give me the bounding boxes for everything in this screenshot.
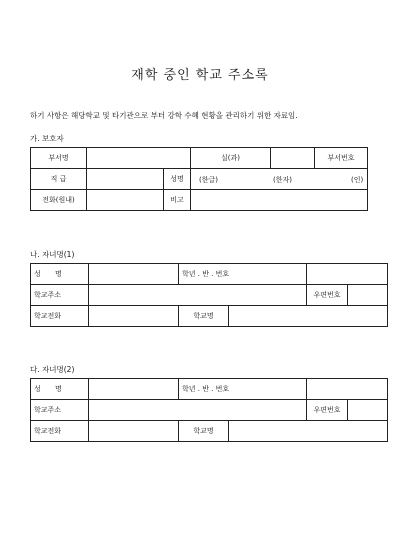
child1-postcode-field[interactable] bbox=[348, 285, 388, 306]
office-field[interactable] bbox=[271, 148, 315, 169]
child2-heading: 다. 자녀명(2) bbox=[30, 365, 75, 374]
phone-label: 전화(원내) bbox=[31, 190, 87, 211]
name-korean-marker: (한글) bbox=[199, 176, 218, 184]
child1-grade-label: 학년 . 반 . 번호 bbox=[179, 264, 307, 285]
child2-address-field[interactable] bbox=[89, 400, 307, 421]
child1-school-field[interactable] bbox=[229, 306, 388, 327]
child2-postcode-label: 우편번호 bbox=[307, 400, 348, 421]
child2-name-label: 성 명 bbox=[31, 379, 89, 400]
name-seal-marker: (인) bbox=[351, 176, 364, 184]
child2-school-label: 학교명 bbox=[179, 421, 229, 442]
remarks-label: 비고 bbox=[164, 190, 191, 211]
child2-grade-field[interactable] bbox=[307, 379, 388, 400]
name-field[interactable] bbox=[191, 169, 368, 190]
child2-table bbox=[30, 378, 388, 442]
child2-name-field[interactable] bbox=[89, 379, 179, 400]
name-hanja-marker: (한자) bbox=[273, 176, 292, 184]
child1-heading: 나. 자녀명(1) bbox=[30, 250, 75, 259]
child2-phone-field[interactable] bbox=[89, 421, 179, 442]
document-title: 재학 중인 학교 주소록 bbox=[131, 68, 269, 83]
child2-school-field[interactable] bbox=[229, 421, 388, 442]
name-label: 성명 bbox=[164, 169, 191, 190]
intro-text: 하기 사항은 해당학교 및 타기관으로 부터 강학 수혜 현황을 관리하기 위한 자료임. bbox=[30, 111, 298, 120]
guardian-heading: 가. 보호자 bbox=[30, 134, 64, 143]
phone-field[interactable] bbox=[87, 190, 164, 211]
dept-name-label: 부서명 bbox=[31, 148, 87, 169]
child1-name-label: 성 명 bbox=[31, 264, 89, 285]
child1-school-label: 학교명 bbox=[179, 306, 229, 327]
child2-grade-label: 학년 . 반 . 번호 bbox=[179, 379, 307, 400]
rank-field[interactable] bbox=[87, 169, 164, 190]
dept-no-label: 실(과) bbox=[191, 148, 271, 169]
child1-address-label: 학교주소 bbox=[31, 285, 89, 306]
child1-name-field[interactable] bbox=[89, 264, 179, 285]
dept-no-label: 부서번호 bbox=[315, 148, 368, 169]
child1-address-field[interactable] bbox=[89, 285, 307, 306]
child1-phone-label: 학교전화 bbox=[31, 306, 89, 327]
child2-address-label: 학교주소 bbox=[31, 400, 89, 421]
guardian-table bbox=[30, 147, 368, 211]
child2-postcode-field[interactable] bbox=[348, 400, 388, 421]
child1-postcode-label: 우편번호 bbox=[307, 285, 348, 306]
rank-label: 직 급 bbox=[31, 169, 87, 190]
remarks-field[interactable] bbox=[191, 190, 368, 211]
child1-table bbox=[30, 263, 388, 327]
child1-phone-field[interactable] bbox=[89, 306, 179, 327]
child1-grade-field[interactable] bbox=[307, 264, 388, 285]
dept-name-field[interactable] bbox=[87, 148, 191, 169]
child2-phone-label: 학교전화 bbox=[31, 421, 89, 442]
